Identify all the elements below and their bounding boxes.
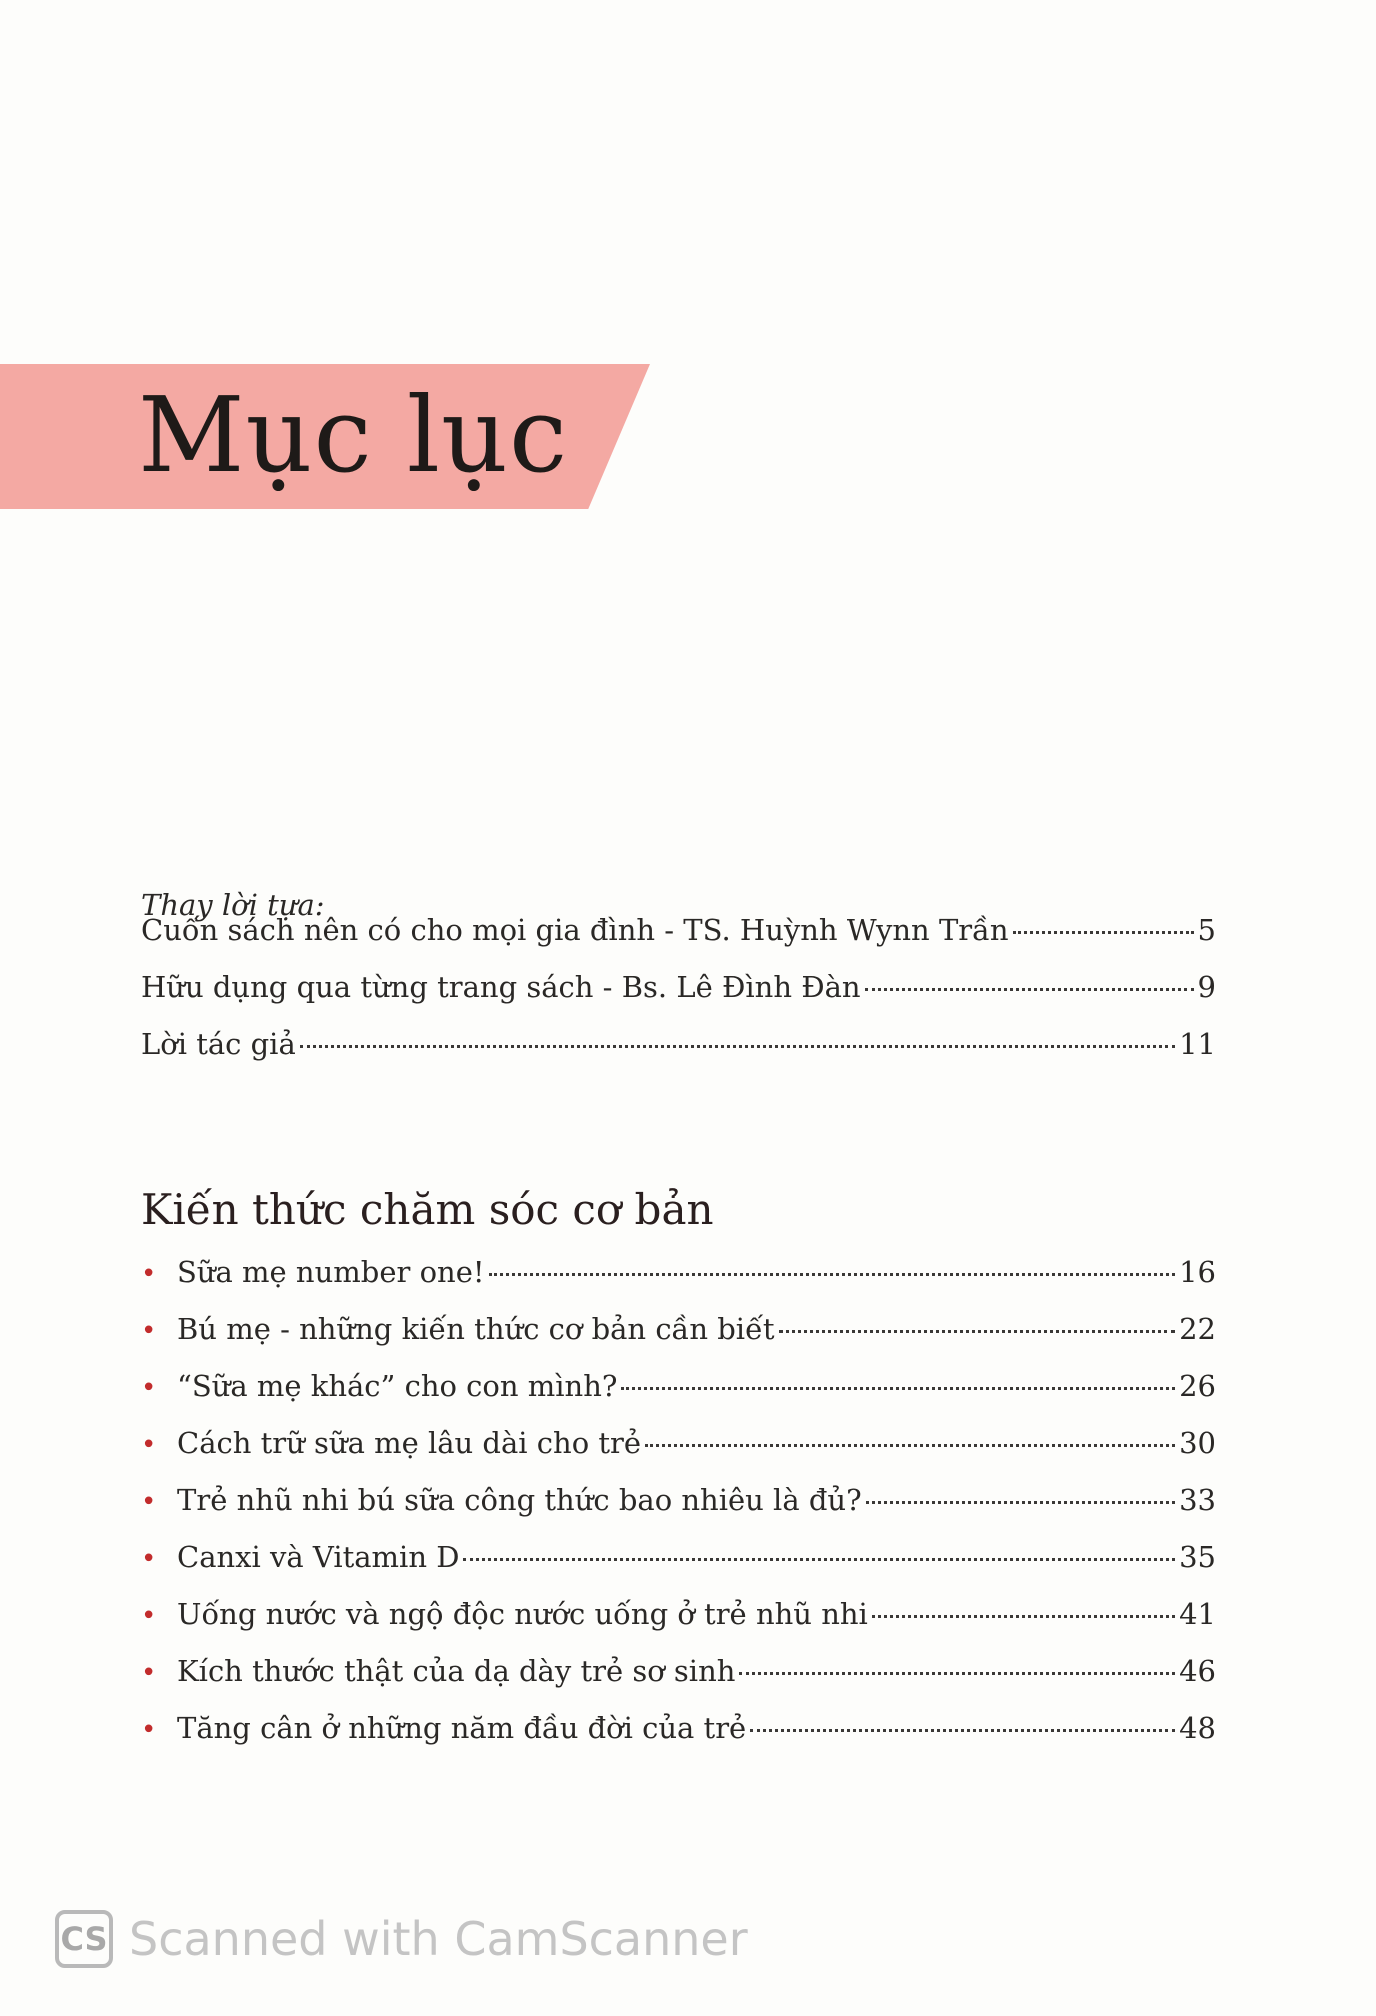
bullet-icon: • (141, 1715, 157, 1745)
page-title: Mục lục (138, 374, 569, 496)
dot-leader (866, 1501, 1175, 1504)
page-number: 9 (1197, 970, 1216, 1004)
page-number: 35 (1179, 1540, 1216, 1574)
dot-leader (750, 1729, 1175, 1732)
bullet-icon: • (141, 1544, 157, 1574)
entry-title: “Sữa mẹ khác” cho con mình? (177, 1369, 618, 1403)
dot-leader (489, 1273, 1176, 1276)
bullet-icon: • (141, 1259, 157, 1289)
page-number: 16 (1179, 1255, 1216, 1289)
entry-title: Sữa mẹ number one! (177, 1255, 485, 1289)
dot-leader (300, 1045, 1175, 1048)
bullet-icon: • (141, 1658, 157, 1688)
page-number: 33 (1179, 1483, 1216, 1517)
camscanner-watermark (55, 1908, 748, 1970)
page-number: 26 (1179, 1369, 1216, 1403)
entry-title: Tăng cân ở những năm đầu đời của trẻ (177, 1711, 747, 1745)
dot-leader (872, 1615, 1175, 1618)
watermark-text: Scanned with CamScanner (129, 1912, 748, 1966)
toc-entry[interactable] (141, 1483, 1216, 1523)
toc-entry[interactable] (141, 1369, 1216, 1409)
bullet-icon: • (141, 1316, 157, 1346)
entry-title: Kích thước thật của dạ dày trẻ sơ sinh (177, 1654, 736, 1688)
dot-leader (463, 1558, 1175, 1561)
toc-entry[interactable] (141, 970, 1216, 1010)
camscanner-logo-icon: CS (55, 1910, 113, 1968)
preface-label: Thay lời tựa: (141, 888, 325, 922)
dot-leader (779, 1330, 1176, 1333)
page-number: 46 (1179, 1654, 1216, 1688)
entry-title: Cách trữ sữa mẹ lâu dài cho trẻ (177, 1426, 642, 1460)
dot-leader (621, 1387, 1175, 1390)
toc-entry[interactable] (141, 1540, 1216, 1580)
entry-title: Uống nước và ngộ độc nước uống ở trẻ nhũ nhi (177, 1597, 868, 1631)
bullet-icon: • (141, 1601, 157, 1631)
entry-title: Canxi và Vitamin D (177, 1540, 460, 1574)
toc-entry[interactable] (141, 1426, 1216, 1466)
toc-entry[interactable] (141, 1654, 1216, 1694)
page-number: 22 (1179, 1312, 1216, 1346)
dot-leader (645, 1444, 1175, 1447)
toc-entry[interactable] (141, 1255, 1216, 1295)
page-number: 30 (1179, 1426, 1216, 1460)
dot-leader (739, 1672, 1175, 1675)
entry-title: Cuốn sách nên có cho mọi gia đình - TS. Huỳnh Wynn Trần (141, 913, 1009, 947)
entry-title: Hữu dụng qua từng trang sách - Bs. Lê Đình Đàn (141, 970, 861, 1004)
bullet-icon: • (141, 1487, 157, 1517)
page-number: 5 (1197, 913, 1216, 947)
dot-leader (865, 988, 1194, 991)
entry-title: Lời tác giả (141, 1027, 296, 1061)
toc-entry[interactable] (141, 1597, 1216, 1637)
toc-entry[interactable] (141, 1027, 1216, 1067)
toc-entry[interactable] (141, 1312, 1216, 1352)
page-number: 11 (1179, 1027, 1216, 1061)
page-number: 48 (1179, 1711, 1216, 1745)
entry-title: Bú mẹ - những kiến thức cơ bản cần biết (177, 1312, 775, 1346)
dot-leader (1013, 931, 1194, 934)
section-title: Kiến thức chăm sóc cơ bản (141, 1185, 714, 1234)
toc-entry[interactable] (141, 1711, 1216, 1751)
bullet-icon: • (141, 1373, 157, 1403)
page-number: 41 (1179, 1597, 1216, 1631)
toc-entry[interactable] (141, 913, 1216, 953)
entry-title: Trẻ nhũ nhi bú sữa công thức bao nhiêu là đủ? (177, 1483, 862, 1517)
bullet-icon: • (141, 1430, 157, 1460)
